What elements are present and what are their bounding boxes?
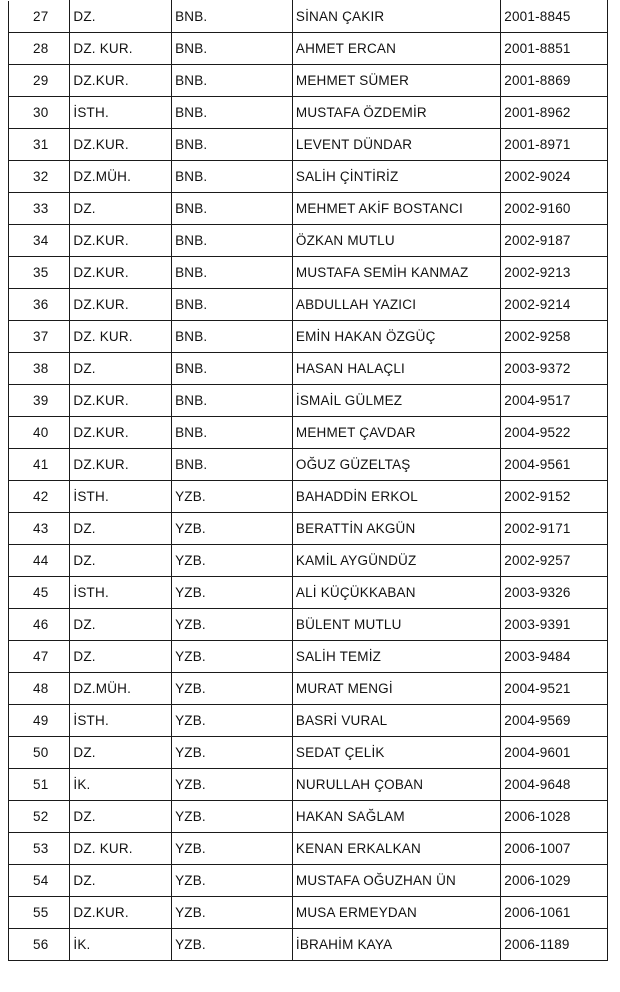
table-row [9, 673, 608, 705]
rank-cell: YZB. [172, 481, 293, 513]
full-name-cell: ABDULLAH YAZICI [292, 289, 500, 321]
registry-number-cell: 2004-9569 [501, 705, 608, 737]
branch-cell: DZ.KUR. [70, 225, 172, 257]
table-row [9, 129, 608, 161]
rank-cell: BNB. [172, 289, 293, 321]
full-name-cell: LEVENT DÜNDAR [292, 129, 500, 161]
branch-cell: İK. [70, 769, 172, 801]
full-name-cell: İSMAİL GÜLMEZ [292, 385, 500, 417]
branch-cell: DZ. [70, 193, 172, 225]
registry-number-cell: 2004-9601 [501, 737, 608, 769]
table-row [9, 833, 608, 865]
rank-cell: YZB. [172, 769, 293, 801]
rank-cell: BNB. [172, 1, 293, 33]
table-row [9, 801, 608, 833]
branch-cell: DZ.KUR. [70, 385, 172, 417]
full-name-cell: MUSTAFA OĞUZHAN ÜN [292, 865, 500, 897]
row-number-cell: 33 [9, 193, 70, 225]
row-number-cell: 48 [9, 673, 70, 705]
table-row [9, 641, 608, 673]
branch-cell: DZ. [70, 513, 172, 545]
full-name-cell: BERATTİN AKGÜN [292, 513, 500, 545]
rank-cell: YZB. [172, 705, 293, 737]
row-number-cell: 50 [9, 737, 70, 769]
personnel-list-page [8, 0, 608, 961]
full-name-cell: MURAT MENGİ [292, 673, 500, 705]
row-number-cell: 30 [9, 97, 70, 129]
branch-cell: DZ.KUR. [70, 449, 172, 481]
full-name-cell: HAKAN SAĞLAM [292, 801, 500, 833]
full-name-cell: OĞUZ GÜZELTAŞ [292, 449, 500, 481]
registry-number-cell: 2002-9257 [501, 545, 608, 577]
rank-cell: YZB. [172, 545, 293, 577]
full-name-cell: MEHMET ÇAVDAR [292, 417, 500, 449]
branch-cell: DZ.MÜH. [70, 161, 172, 193]
registry-number-cell: 2001-8971 [501, 129, 608, 161]
rank-cell: BNB. [172, 449, 293, 481]
table-row [9, 449, 608, 481]
row-number-cell: 31 [9, 129, 70, 161]
table-row [9, 865, 608, 897]
registry-number-cell: 2002-9258 [501, 321, 608, 353]
rank-cell: BNB. [172, 97, 293, 129]
registry-number-cell: 2006-1029 [501, 865, 608, 897]
full-name-cell: MUSTAFA SEMİH KANMAZ [292, 257, 500, 289]
row-number-cell: 27 [9, 1, 70, 33]
full-name-cell: SEDAT ÇELİK [292, 737, 500, 769]
row-number-cell: 37 [9, 321, 70, 353]
table-row [9, 929, 608, 961]
full-name-cell: BAHADDİN ERKOL [292, 481, 500, 513]
table-row [9, 289, 608, 321]
rank-cell: BNB. [172, 417, 293, 449]
rank-cell: BNB. [172, 225, 293, 257]
branch-cell: DZ. KUR. [70, 833, 172, 865]
branch-cell: DZ. [70, 737, 172, 769]
table-row [9, 417, 608, 449]
row-number-cell: 41 [9, 449, 70, 481]
registry-number-cell: 2004-9517 [501, 385, 608, 417]
registry-number-cell: 2001-8845 [501, 1, 608, 33]
branch-cell: İSTH. [70, 705, 172, 737]
full-name-cell: ÖZKAN MUTLU [292, 225, 500, 257]
registry-number-cell: 2001-8851 [501, 33, 608, 65]
row-number-cell: 29 [9, 65, 70, 97]
branch-cell: DZ.MÜH. [70, 673, 172, 705]
full-name-cell: MUSA ERMEYDAN [292, 897, 500, 929]
row-number-cell: 34 [9, 225, 70, 257]
rank-cell: YZB. [172, 737, 293, 769]
table-row [9, 257, 608, 289]
table-row [9, 737, 608, 769]
table-row [9, 65, 608, 97]
row-number-cell: 35 [9, 257, 70, 289]
table-row [9, 321, 608, 353]
branch-cell: DZ. KUR. [70, 33, 172, 65]
row-number-cell: 39 [9, 385, 70, 417]
row-number-cell: 36 [9, 289, 70, 321]
table-row [9, 225, 608, 257]
registry-number-cell: 2001-8869 [501, 65, 608, 97]
registry-number-cell: 2006-1189 [501, 929, 608, 961]
rank-cell: BNB. [172, 353, 293, 385]
registry-number-cell: 2006-1007 [501, 833, 608, 865]
rank-cell: BNB. [172, 65, 293, 97]
row-number-cell: 56 [9, 929, 70, 961]
rank-cell: BNB. [172, 321, 293, 353]
row-number-cell: 45 [9, 577, 70, 609]
registry-number-cell: 2006-1061 [501, 897, 608, 929]
rank-cell: YZB. [172, 897, 293, 929]
registry-number-cell: 2004-9522 [501, 417, 608, 449]
branch-cell: DZ.KUR. [70, 129, 172, 161]
row-number-cell: 42 [9, 481, 70, 513]
branch-cell: DZ. [70, 801, 172, 833]
branch-cell: DZ.KUR. [70, 897, 172, 929]
row-number-cell: 38 [9, 353, 70, 385]
full-name-cell: ALİ KÜÇÜKKABAN [292, 577, 500, 609]
row-number-cell: 46 [9, 609, 70, 641]
branch-cell: DZ.KUR. [70, 289, 172, 321]
branch-cell: İK. [70, 929, 172, 961]
registry-number-cell: 2006-1028 [501, 801, 608, 833]
rank-cell: YZB. [172, 513, 293, 545]
branch-cell: DZ. [70, 545, 172, 577]
full-name-cell: SALİH TEMİZ [292, 641, 500, 673]
table-row [9, 897, 608, 929]
branch-cell: DZ.KUR. [70, 417, 172, 449]
table-row [9, 609, 608, 641]
table-row [9, 353, 608, 385]
rank-cell: YZB. [172, 865, 293, 897]
rank-cell: YZB. [172, 833, 293, 865]
table-row [9, 577, 608, 609]
full-name-cell: HASAN HALAÇLI [292, 353, 500, 385]
branch-cell: İSTH. [70, 577, 172, 609]
row-number-cell: 55 [9, 897, 70, 929]
branch-cell: DZ. [70, 641, 172, 673]
registry-number-cell: 2003-9372 [501, 353, 608, 385]
branch-cell: DZ. [70, 353, 172, 385]
full-name-cell: AHMET ERCAN [292, 33, 500, 65]
full-name-cell: KAMİL AYGÜNDÜZ [292, 545, 500, 577]
row-number-cell: 53 [9, 833, 70, 865]
rank-cell: BNB. [172, 129, 293, 161]
table-row [9, 545, 608, 577]
branch-cell: DZ.KUR. [70, 257, 172, 289]
rank-cell: YZB. [172, 577, 293, 609]
branch-cell: İSTH. [70, 97, 172, 129]
row-number-cell: 32 [9, 161, 70, 193]
row-number-cell: 28 [9, 33, 70, 65]
table-row [9, 1, 608, 33]
rank-cell: YZB. [172, 673, 293, 705]
rank-cell: YZB. [172, 641, 293, 673]
personnel-table-body [9, 1, 608, 961]
full-name-cell: MUSTAFA ÖZDEMİR [292, 97, 500, 129]
registry-number-cell: 2002-9160 [501, 193, 608, 225]
registry-number-cell: 2002-9214 [501, 289, 608, 321]
table-row [9, 481, 608, 513]
full-name-cell: MEHMET SÜMER [292, 65, 500, 97]
rank-cell: BNB. [172, 257, 293, 289]
rank-cell: BNB. [172, 193, 293, 225]
branch-cell: DZ. [70, 865, 172, 897]
rank-cell: YZB. [172, 801, 293, 833]
table-row [9, 769, 608, 801]
registry-number-cell: 2002-9171 [501, 513, 608, 545]
branch-cell: DZ.KUR. [70, 65, 172, 97]
full-name-cell: KENAN ERKALKAN [292, 833, 500, 865]
full-name-cell: SALİH ÇİNTİRİZ [292, 161, 500, 193]
registry-number-cell: 2002-9024 [501, 161, 608, 193]
row-number-cell: 49 [9, 705, 70, 737]
full-name-cell: MEHMET AKİF BOSTANCI [292, 193, 500, 225]
registry-number-cell: 2004-9561 [501, 449, 608, 481]
full-name-cell: EMİN HAKAN ÖZGÜÇ [292, 321, 500, 353]
rank-cell: BNB. [172, 161, 293, 193]
row-number-cell: 52 [9, 801, 70, 833]
row-number-cell: 43 [9, 513, 70, 545]
row-number-cell: 47 [9, 641, 70, 673]
table-row [9, 161, 608, 193]
table-row [9, 705, 608, 737]
full-name-cell: BASRİ VURAL [292, 705, 500, 737]
row-number-cell: 51 [9, 769, 70, 801]
branch-cell: İSTH. [70, 481, 172, 513]
branch-cell: DZ. KUR. [70, 321, 172, 353]
personnel-table [8, 0, 608, 961]
registry-number-cell: 2003-9326 [501, 577, 608, 609]
table-row [9, 385, 608, 417]
rank-cell: BNB. [172, 385, 293, 417]
table-row [9, 513, 608, 545]
full-name-cell: BÜLENT MUTLU [292, 609, 500, 641]
table-row [9, 33, 608, 65]
rank-cell: BNB. [172, 33, 293, 65]
registry-number-cell: 2002-9213 [501, 257, 608, 289]
registry-number-cell: 2002-9187 [501, 225, 608, 257]
full-name-cell: NURULLAH ÇOBAN [292, 769, 500, 801]
rank-cell: YZB. [172, 929, 293, 961]
branch-cell: DZ. [70, 1, 172, 33]
registry-number-cell: 2001-8962 [501, 97, 608, 129]
row-number-cell: 44 [9, 545, 70, 577]
registry-number-cell: 2002-9152 [501, 481, 608, 513]
branch-cell: DZ. [70, 609, 172, 641]
rank-cell: YZB. [172, 609, 293, 641]
table-row [9, 193, 608, 225]
full-name-cell: SİNAN ÇAKIR [292, 1, 500, 33]
registry-number-cell: 2004-9521 [501, 673, 608, 705]
table-row [9, 97, 608, 129]
full-name-cell: İBRAHİM KAYA [292, 929, 500, 961]
row-number-cell: 40 [9, 417, 70, 449]
registry-number-cell: 2004-9648 [501, 769, 608, 801]
row-number-cell: 54 [9, 865, 70, 897]
registry-number-cell: 2003-9391 [501, 609, 608, 641]
registry-number-cell: 2003-9484 [501, 641, 608, 673]
